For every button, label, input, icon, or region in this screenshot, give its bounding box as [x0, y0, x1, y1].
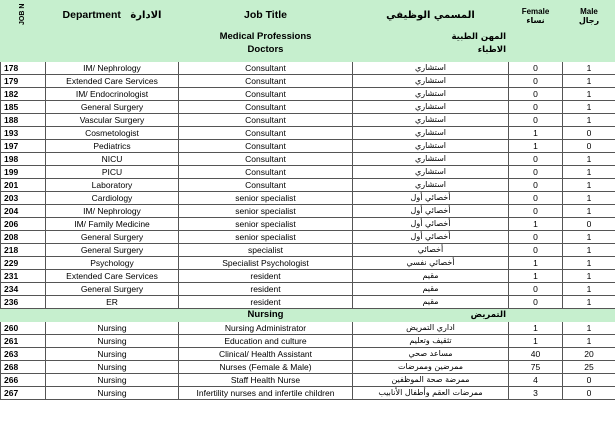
job-title-cell: specialist	[179, 244, 353, 257]
job-number-cell: 199	[1, 166, 46, 179]
section-title-ar: التمريض	[353, 309, 509, 322]
job-title-cell: Specialist Psychologist	[179, 257, 353, 270]
female-count-cell: 1	[509, 322, 563, 335]
department-cell: Cardiology	[46, 192, 179, 205]
job-title-ar-cell: أخصائي نفسي	[353, 257, 509, 270]
job-title-ar-cell: استشاري	[353, 62, 509, 75]
male-count-cell: 0	[563, 127, 615, 140]
job-title-cell: Consultant	[179, 62, 353, 75]
department-cell: Nursing	[46, 361, 179, 374]
job-title-ar-cell: اداري التمريض	[353, 322, 509, 335]
job-title-ar-cell: استشاري	[353, 75, 509, 88]
female-count-cell: 4	[509, 374, 563, 387]
section-spacer	[563, 309, 615, 322]
section-spacer	[1, 44, 46, 57]
job-title-cell: resident	[179, 270, 353, 283]
table-row	[1, 387, 615, 400]
job-title-ar-cell: استشاري	[353, 101, 509, 114]
section-subtitle: Doctors	[179, 44, 353, 57]
job-title-cell: Consultant	[179, 166, 353, 179]
section-spacer	[46, 309, 179, 322]
table-row	[1, 140, 615, 153]
male-count-cell: 1	[563, 335, 615, 348]
table-row	[1, 75, 615, 88]
section-spacer	[509, 44, 563, 57]
table-row	[1, 218, 615, 231]
department-cell: General Surgery	[46, 283, 179, 296]
job-title-ar-cell: ممرضة صحة الموظفين	[353, 374, 509, 387]
department-cell: Nursing	[46, 387, 179, 400]
table-row	[1, 101, 615, 114]
job-title-cell: Consultant	[179, 127, 353, 140]
job-title-cell: Consultant	[179, 114, 353, 127]
job-title-cell: Education and culture	[179, 335, 353, 348]
female-count-cell: 75	[509, 361, 563, 374]
male-count-cell: 1	[563, 179, 615, 192]
job-title-ar-cell: أخصائي أول	[353, 192, 509, 205]
female-count-cell: 1	[509, 127, 563, 140]
table-row	[1, 205, 615, 218]
table-row	[1, 153, 615, 166]
department-cell: General Surgery	[46, 244, 179, 257]
job-title-cell: Staff Health Nurse	[179, 374, 353, 387]
male-count-cell: 1	[563, 88, 615, 101]
job-title-cell: senior specialist	[179, 231, 353, 244]
section-spacer	[509, 31, 563, 44]
table-row	[1, 88, 615, 101]
male-count-cell: 1	[563, 205, 615, 218]
female-count-cell: 1	[509, 270, 563, 283]
job-title-ar-cell: استشاري	[353, 179, 509, 192]
job-title-cell: Consultant	[179, 140, 353, 153]
job-title-ar-cell: استشاري	[353, 166, 509, 179]
header-job-no: JOB N	[1, 1, 46, 31]
table-row	[1, 166, 615, 179]
female-count-cell: 0	[509, 205, 563, 218]
job-number-cell: 201	[1, 179, 46, 192]
department-cell: Cosmetologist	[46, 127, 179, 140]
job-title-ar-cell: استشاري	[353, 88, 509, 101]
job-title-cell: senior specialist	[179, 192, 353, 205]
table-row	[1, 114, 615, 127]
male-count-cell: 1	[563, 101, 615, 114]
table-row	[1, 244, 615, 257]
section-spacer	[1, 309, 46, 322]
male-count-cell: 1	[563, 322, 615, 335]
job-title-cell: Infertility nurses and infertile children	[179, 387, 353, 400]
job-number-cell: 218	[1, 244, 46, 257]
female-count-cell: 0	[509, 231, 563, 244]
male-count-cell: 1	[563, 270, 615, 283]
job-title-ar-cell: تثقيف وتعليم	[353, 335, 509, 348]
section-title-row	[1, 309, 615, 322]
section-title-ar: المهن الطبية	[353, 31, 509, 44]
department-cell: IM/ Family Medicine	[46, 218, 179, 231]
female-count-cell: 1	[509, 218, 563, 231]
department-cell: Pediatrics	[46, 140, 179, 153]
department-cell: Extended Care Services	[46, 75, 179, 88]
job-number-cell: 260	[1, 322, 46, 335]
job-title-ar-cell: أخصائي	[353, 244, 509, 257]
female-count-cell: 3	[509, 387, 563, 400]
female-count-cell: 0	[509, 101, 563, 114]
job-number-cell: 229	[1, 257, 46, 270]
department-cell: Nursing	[46, 374, 179, 387]
table-row	[1, 192, 615, 205]
male-count-cell: 0	[563, 218, 615, 231]
section-title: Medical Professions	[179, 31, 353, 44]
table-row	[1, 231, 615, 244]
job-title-cell: Consultant	[179, 101, 353, 114]
section-spacer	[46, 44, 179, 57]
department-cell: ER	[46, 296, 179, 309]
male-count-cell: 1	[563, 114, 615, 127]
female-count-cell: 0	[509, 296, 563, 309]
job-title-ar-cell: ممرضات العقم وأطفال الأنابيب	[353, 387, 509, 400]
job-title-ar-cell: مقيم	[353, 296, 509, 309]
job-title-cell: Nurses (Female & Male)	[179, 361, 353, 374]
table-row	[1, 374, 615, 387]
job-title-ar-cell: استشاري	[353, 127, 509, 140]
department-cell: Nursing	[46, 335, 179, 348]
table-row	[1, 335, 615, 348]
job-title-ar-cell: أخصائي أول	[353, 218, 509, 231]
job-title-cell: Consultant	[179, 179, 353, 192]
job-title-ar-cell: أخصائي أول	[353, 231, 509, 244]
male-count-cell: 25	[563, 361, 615, 374]
male-count-cell: 0	[563, 374, 615, 387]
table-row	[1, 361, 615, 374]
department-cell: IM/ Nephrology	[46, 62, 179, 75]
section-spacer	[1, 31, 46, 44]
female-count-cell: 40	[509, 348, 563, 361]
job-number-cell: 185	[1, 101, 46, 114]
female-count-cell: 0	[509, 114, 563, 127]
male-count-cell: 20	[563, 348, 615, 361]
job-number-cell: 193	[1, 127, 46, 140]
department-cell: IM/ Endocrinologist	[46, 88, 179, 101]
table-row	[1, 127, 615, 140]
job-title-ar-cell: استشاري	[353, 153, 509, 166]
job-title-ar-cell: استشاري	[353, 140, 509, 153]
female-count-cell: 0	[509, 283, 563, 296]
table-row	[1, 322, 615, 335]
section-spacer	[563, 44, 615, 57]
female-count-cell: 0	[509, 75, 563, 88]
header-male: Male رجال	[563, 1, 615, 31]
table-row	[1, 348, 615, 361]
female-count-cell: 1	[509, 257, 563, 270]
male-count-cell: 1	[563, 75, 615, 88]
department-cell: Extended Care Services	[46, 270, 179, 283]
female-count-cell: 0	[509, 192, 563, 205]
department-cell: Laboratory	[46, 179, 179, 192]
job-title-cell: senior specialist	[179, 205, 353, 218]
job-title-cell: Consultant	[179, 88, 353, 101]
department-cell: IM/ Nephrology	[46, 205, 179, 218]
job-title-ar-cell: ممرضين وممرضات	[353, 361, 509, 374]
job-number-cell: 261	[1, 335, 46, 348]
job-number-cell: 197	[1, 140, 46, 153]
header-job-title-ar: المسمي الوظيفي	[353, 1, 509, 31]
job-title-cell: Nursing Administrator	[179, 322, 353, 335]
department-cell: General Surgery	[46, 231, 179, 244]
job-title-ar-cell: أخصائي أول	[353, 205, 509, 218]
male-count-cell: 1	[563, 296, 615, 309]
job-number-cell: 234	[1, 283, 46, 296]
male-count-cell: 0	[563, 387, 615, 400]
male-count-cell: 1	[563, 283, 615, 296]
job-number-cell: 204	[1, 205, 46, 218]
section-spacer	[563, 31, 615, 44]
table-row	[1, 296, 615, 309]
header-female: Female نساء	[509, 1, 563, 31]
job-title-cell: Consultant	[179, 75, 353, 88]
job-number-cell: 178	[1, 62, 46, 75]
section-title: Nursing	[179, 309, 353, 322]
department-cell: NICU	[46, 153, 179, 166]
job-number-cell: 198	[1, 153, 46, 166]
female-count-cell: 0	[509, 62, 563, 75]
section-title-row	[1, 31, 615, 44]
job-title-cell: Consultant	[179, 153, 353, 166]
table-row	[1, 179, 615, 192]
header-job-title: Job Title	[179, 1, 353, 31]
job-title-ar-cell: مقيم	[353, 270, 509, 283]
female-count-cell: 1	[509, 140, 563, 153]
job-number-cell: 203	[1, 192, 46, 205]
section-spacer	[46, 31, 179, 44]
department-cell: Nursing	[46, 348, 179, 361]
section-spacer	[509, 309, 563, 322]
female-count-cell: 0	[509, 153, 563, 166]
job-title-ar-cell: مقيم	[353, 283, 509, 296]
job-title-ar-cell: مساعد صحي	[353, 348, 509, 361]
job-title-ar-cell: استشاري	[353, 114, 509, 127]
table-row	[1, 270, 615, 283]
male-count-cell: 1	[563, 62, 615, 75]
female-count-cell: 0	[509, 179, 563, 192]
job-number-cell: 267	[1, 387, 46, 400]
female-count-cell: 1	[509, 335, 563, 348]
header-row	[1, 1, 615, 31]
job-number-cell: 206	[1, 218, 46, 231]
department-cell: Psychology	[46, 257, 179, 270]
male-count-cell: 1	[563, 231, 615, 244]
job-number-cell: 208	[1, 231, 46, 244]
table-row	[1, 257, 615, 270]
department-cell: Vascular Surgery	[46, 114, 179, 127]
male-count-cell: 0	[563, 140, 615, 153]
department-cell: General Surgery	[46, 101, 179, 114]
male-count-cell: 1	[563, 153, 615, 166]
header-department: Department الادارة	[46, 1, 179, 31]
job-number-cell: 263	[1, 348, 46, 361]
male-count-cell: 1	[563, 257, 615, 270]
job-number-cell: 188	[1, 114, 46, 127]
male-count-cell: 1	[563, 166, 615, 179]
job-number-cell: 179	[1, 75, 46, 88]
job-number-cell: 266	[1, 374, 46, 387]
job-number-cell: 268	[1, 361, 46, 374]
table-row	[1, 62, 615, 75]
job-title-cell: resident	[179, 283, 353, 296]
job-title-cell: senior specialist	[179, 218, 353, 231]
job-title-cell: resident	[179, 296, 353, 309]
male-count-cell: 1	[563, 244, 615, 257]
female-count-cell: 0	[509, 166, 563, 179]
job-title-cell: Clinical/ Health Assistant	[179, 348, 353, 361]
female-count-cell: 0	[509, 88, 563, 101]
job-number-cell: 182	[1, 88, 46, 101]
job-number-cell: 231	[1, 270, 46, 283]
job-number-cell: 236	[1, 296, 46, 309]
department-cell: Nursing	[46, 322, 179, 335]
section-subtitle-row	[1, 44, 615, 57]
male-count-cell: 1	[563, 192, 615, 205]
female-count-cell: 0	[509, 244, 563, 257]
department-cell: PICU	[46, 166, 179, 179]
section-subtitle-ar: الاطباء	[353, 44, 509, 57]
table-row	[1, 283, 615, 296]
